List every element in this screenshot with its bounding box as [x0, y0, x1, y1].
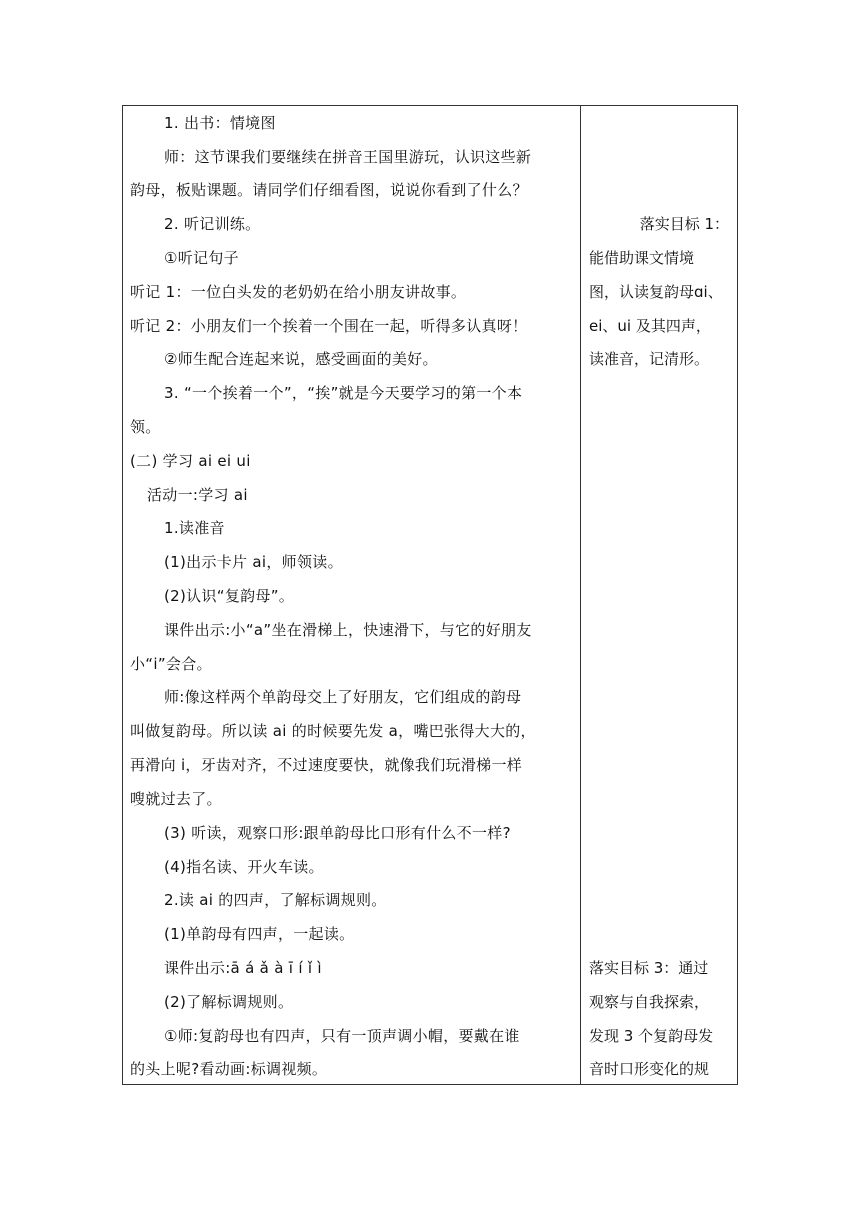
text-line: (2)了解标调规则。 — [164, 993, 294, 1011]
text-line: 再滑向 i，牙齿对齐，不过速度要快，就像我们玩滑梯一样 — [130, 756, 523, 774]
text-line: 领。 — [130, 418, 161, 436]
text-line: (1)单韵母有四声，一起读。 — [164, 925, 355, 943]
text-line: (1)出示卡片 ai，师领读。 — [164, 553, 343, 571]
text-line: 的头上呢?看动画:标调视频。 — [130, 1060, 328, 1078]
goal3-line: 观察与自我探索， — [589, 993, 710, 1011]
text-line: 师：这节课我们要继续在拼音王国里游玩，认识这些新 — [164, 148, 532, 166]
text-line: 课件出示:小“a”坐在滑梯上，快速滑下，与它的好朋友 — [164, 621, 532, 639]
goal3-line: 落实目标 3：通过 — [589, 959, 709, 977]
goal3-line: 音时口形变化的规 — [589, 1060, 710, 1078]
text-line: (4)指名读、开火车读。 — [164, 858, 324, 876]
text-line: 1. 出书：情境图 — [164, 114, 276, 132]
text-line: 师:像这样两个单韵母交上了好朋友，它们组成的韵母 — [164, 688, 522, 706]
text-line: ①听记句子 — [164, 249, 239, 267]
goal1-line: 图，认读复韵母ɑi、 — [589, 283, 723, 301]
text-line: 活动一:学习 ai — [147, 486, 248, 504]
column-divider — [580, 105, 581, 1085]
text-line: 韵母，板贴课题。请同学们仔细看图，说说你看到了什么？ — [130, 181, 528, 199]
goal1-line: 落实目标 1： — [639, 215, 729, 233]
text-line: 听记 2：小朋友们一个挨着一个围在一起，听得多认真呀！ — [130, 317, 528, 335]
text-line: 嗖就过去了。 — [130, 790, 222, 808]
text-line: (3) 听读，观察口形:跟单韵母比口形有什么不一样? — [164, 824, 511, 842]
text-line: (2)认识“复韵母”。 — [164, 587, 295, 605]
text-line: 听记 1：一位白头发的老奶奶在给小朋友讲故事。 — [130, 283, 467, 301]
goal3-line: 发现 3 个复韵母发 — [589, 1027, 714, 1045]
text-line: ②师生配合连起来说，感受画面的美好。 — [164, 350, 438, 368]
text-line: 课件出示:ā á ǎ à ī í ǐ ì — [164, 959, 322, 977]
text-line: 1.读准音 — [164, 519, 225, 537]
goal1-line: 能借助课文情境 — [589, 249, 695, 267]
text-line: ①师:复韵母也有四声，只有一顶声调小帽，要戴在谁 — [164, 1027, 520, 1045]
text-line: 小“i”会合。 — [130, 655, 212, 673]
text-line: 3. “一个挨着一个”，“挨”就是今天要学习的第一个本 — [164, 384, 523, 402]
goal1-line: ei、ui 及其四声， — [589, 317, 711, 335]
text-line: 叫做复韵母。所以读 ai 的时候要先发 a，嘴巴张得大大的， — [130, 722, 536, 740]
text-line: 2. 听记训练。 — [164, 215, 261, 233]
goal1-line: 读准音，记清形。 — [589, 350, 710, 368]
section-heading: (二) 学习 ai ei ui — [130, 452, 251, 470]
text-line: 2.读 ai 的四声，了解标调规则。 — [164, 891, 387, 909]
